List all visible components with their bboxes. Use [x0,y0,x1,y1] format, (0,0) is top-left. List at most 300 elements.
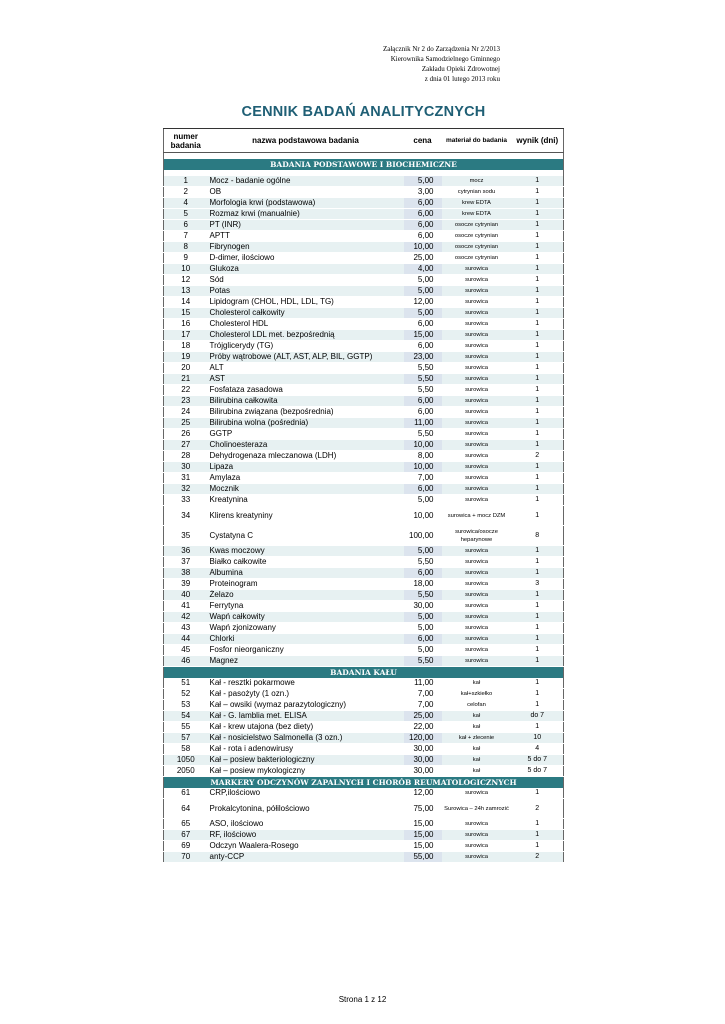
cell-name: Wapń zjonizowany [208,623,404,634]
cell-result: 1 [512,568,564,579]
table-row [164,579,564,590]
cell-name: Potas [208,286,404,297]
table-row [164,253,564,264]
cell-number: 61 [164,788,208,799]
cell-material: Surowica – 24h zamrozić [442,799,512,819]
cell-material: surowica [442,407,512,418]
table-row [164,557,564,568]
cell-material: surowica [442,634,512,645]
cell-result: 1 [512,418,564,429]
table-row [164,429,564,440]
cell-result: 1 [512,209,564,220]
table-row [164,484,564,495]
cell-number: 51 [164,678,208,689]
cell-number: 35 [164,526,208,546]
table-row [164,209,564,220]
cell-name: Kał - G. lamblia met. ELISA [208,711,404,722]
cell-result: 1 [512,645,564,656]
cell-number: 38 [164,568,208,579]
cell-number: 5 [164,209,208,220]
cell-result: 1 [512,601,564,612]
cell-result: 1 [512,231,564,242]
cell-price: 5,00 [404,308,442,319]
cell-result: 1 [512,308,564,319]
cell-name: Kał - pasożyty (1 ozn.) [208,689,404,700]
cell-name: ASO, ilościowo [208,819,404,830]
cell-price: 6,00 [404,568,442,579]
cell-name: Kał – posiew mykologiczny [208,766,404,777]
table-row [164,830,564,841]
table-row [164,451,564,462]
cell-material: osocze cytrynian [442,231,512,242]
cell-result: 1 [512,396,564,407]
cell-number: 25 [164,418,208,429]
cell-price: 6,00 [404,209,442,220]
cell-result: 1 [512,374,564,385]
table-row [164,341,564,352]
table-row [164,526,564,546]
cell-result: 1 [512,841,564,852]
cell-result: 5 do 7 [512,766,564,777]
cell-material: surowica [442,341,512,352]
table-row [164,799,564,819]
cell-price: 5,00 [404,176,442,187]
table-row [164,242,564,253]
cell-name: Mocznik [208,484,404,495]
cell-number: 1 [164,176,208,187]
column-header-name: nazwa podstawowa badania [208,129,404,153]
cell-number: 69 [164,841,208,852]
header-line: z dnia 01 lutego 2013 roku [424,75,500,83]
cell-material: surowica [442,788,512,799]
table-body [164,153,564,863]
cell-name: Kał - nosicielstwo Salmonella (3 ozn.) [208,733,404,744]
cell-price: 6,00 [404,484,442,495]
cell-material: celofan [442,700,512,711]
table-row [164,601,564,612]
cell-price: 10,00 [404,242,442,253]
cell-name: Fosfor nieorganiczny [208,645,404,656]
cell-number: 18 [164,341,208,352]
cell-result: 1 [512,363,564,374]
cell-price: 15,00 [404,830,442,841]
cell-result: 1 [512,656,564,667]
cell-material: surowica [442,297,512,308]
cell-price: 5,50 [404,557,442,568]
cell-number: 30 [164,462,208,473]
cell-number: 24 [164,407,208,418]
cell-name: Kał - resztki pokarmowe [208,678,404,689]
cell-material: surowica [442,495,512,506]
cell-price: 15,00 [404,841,442,852]
cell-number: 20 [164,363,208,374]
cell-result: 1 [512,297,564,308]
cell-result: 1 [512,557,564,568]
cell-name: Sód [208,275,404,286]
cell-price: 6,00 [404,319,442,330]
cell-price: 30,00 [404,744,442,755]
cell-name: RF, ilościowo [208,830,404,841]
cell-name: Chlorki [208,634,404,645]
cell-name: Morfologia krwi (podstawowa) [208,198,404,209]
cell-name: Ferrytyna [208,601,404,612]
cell-name: Lipaza [208,462,404,473]
cell-material: surowica + mocz DZM [442,506,512,526]
table-row [164,374,564,385]
cell-name: Cholesterol HDL [208,319,404,330]
cell-name: Bilirubina związana (bezpośrednia) [208,407,404,418]
cell-material: surowica [442,473,512,484]
cell-price: 5,50 [404,429,442,440]
cell-result: 1 [512,429,564,440]
table-row [164,689,564,700]
cell-material: surowica [442,264,512,275]
table-row [164,634,564,645]
page-footer: Strona 1 z 12 [338,995,387,1004]
cell-material: kał [442,766,512,777]
page-title: CENNIK BADAŃ ANALITYCZNYCH [241,104,486,120]
cell-name: Cholinoesteraza [208,440,404,451]
table-row [164,396,564,407]
cell-result: 1 [512,220,564,231]
table-row [164,841,564,852]
cell-name: Bilirubina całkowita [208,396,404,407]
cell-result: 1 [512,722,564,733]
cell-material: surowica [442,451,512,462]
table-row [164,275,564,286]
cell-result: 1 [512,407,564,418]
cell-result: 1 [512,634,564,645]
price-table [163,128,564,863]
table-row [164,462,564,473]
section-header-row [164,777,564,789]
cell-name: Klirens kreatyniny [208,506,404,526]
cell-material: surowica [442,374,512,385]
cell-material: kał [442,722,512,733]
column-header-result: wynik (dni) [512,129,564,153]
cell-name: Kał - rota i adenowirusy [208,744,404,755]
cell-material: surowica [442,319,512,330]
table-row [164,319,564,330]
table-row [164,418,564,429]
cell-price: 5,00 [404,275,442,286]
section-title: BADANIA PODSTAWOWE I BIOCHEMICZNE [164,159,564,170]
cell-material: surowica [442,852,512,863]
cell-name: Cholesterol całkowity [208,308,404,319]
cell-name: Albumina [208,568,404,579]
table-row [164,297,564,308]
table-row [164,187,564,198]
table-row [164,755,564,766]
cell-number: 12 [164,275,208,286]
cell-number: 57 [164,733,208,744]
cell-material: osocze cytrynian [442,253,512,264]
cell-material: surowica [442,601,512,612]
table-row [164,506,564,526]
cell-name: Magnez [208,656,404,667]
table-row [164,678,564,689]
cell-price: 18,00 [404,579,442,590]
cell-material: surowica [442,440,512,451]
cell-material: surowica [442,330,512,341]
column-header-material: materiał do badania [442,129,512,153]
table-row [164,308,564,319]
cell-result: 1 [512,187,564,198]
table-row [164,198,564,209]
cell-price: 10,00 [404,462,442,473]
cell-number: 36 [164,546,208,557]
cell-number: 33 [164,495,208,506]
cell-name: Dehydrogenaza mleczanowa (LDH) [208,451,404,462]
cell-material: osocze cytrynian [442,242,512,253]
cell-number: 53 [164,700,208,711]
cell-number: 6 [164,220,208,231]
table-row [164,645,564,656]
cell-material: krew EDTA [442,209,512,220]
cell-result: 1 [512,341,564,352]
cell-name: AST [208,374,404,385]
cell-price: 5,00 [404,623,442,634]
cell-number: 67 [164,830,208,841]
cell-result: 5 do 7 [512,755,564,766]
table-row [164,264,564,275]
cell-material: surowica [442,484,512,495]
cell-price: 5,00 [404,495,442,506]
cell-material: surowica [442,819,512,830]
cell-result: 4 [512,744,564,755]
cell-price: 15,00 [404,330,442,341]
cell-material: surowica [442,308,512,319]
cell-price: 10,00 [404,506,442,526]
column-header-price: cena [404,129,442,153]
cell-result: 1 [512,484,564,495]
cell-number: 37 [164,557,208,568]
cell-material: surowica [442,623,512,634]
cell-number: 13 [164,286,208,297]
cell-material: kał [442,678,512,689]
cell-price: 7,00 [404,473,442,484]
cell-number: 27 [164,440,208,451]
cell-name: Lipidogram (CHOL, HDL, LDL, TG) [208,297,404,308]
cell-number: 54 [164,711,208,722]
table-row [164,176,564,187]
cell-number: 21 [164,374,208,385]
cell-number: 14 [164,297,208,308]
cell-result: 1 [512,319,564,330]
cell-price: 11,00 [404,678,442,689]
cell-material: surowica [442,352,512,363]
cell-price: 5,50 [404,385,442,396]
cell-name: Cholesterol LDL met. bezpośrednią [208,330,404,341]
cell-price: 6,00 [404,407,442,418]
table-row [164,733,564,744]
table-row [164,656,564,667]
cell-price: 5,00 [404,645,442,656]
cell-name: Odczyn Waalera-Rosego [208,841,404,852]
cell-result: 1 [512,788,564,799]
cell-material: surowica [442,557,512,568]
column-header-number: numer badania [164,129,208,153]
cell-material: osocze cytrynian [442,220,512,231]
cell-material: surowica [442,429,512,440]
cell-material: surowica [442,645,512,656]
cell-price: 5,50 [404,374,442,385]
cell-number: 41 [164,601,208,612]
cell-material: kał+szkiełko [442,689,512,700]
cell-number: 2050 [164,766,208,777]
cell-material: surowica [442,275,512,286]
table-row [164,744,564,755]
cell-price: 3,00 [404,187,442,198]
table-row [164,546,564,557]
cell-result: 1 [512,689,564,700]
cell-material: mocz [442,176,512,187]
table-row [164,852,564,863]
cell-name: Cystatyna C [208,526,404,546]
cell-material: kał + zlecenie [442,733,512,744]
cell-price: 10,00 [404,440,442,451]
cell-result: 1 [512,440,564,451]
cell-price: 7,00 [404,700,442,711]
cell-price: 75,00 [404,799,442,819]
cell-price: 23,00 [404,352,442,363]
cell-number: 15 [164,308,208,319]
cell-material: surowica/osocze heparynowe [442,526,512,546]
table-row [164,788,564,799]
table-row [164,819,564,830]
cell-name: D-dimer, ilościowo [208,253,404,264]
cell-price: 6,00 [404,341,442,352]
cell-result: 2 [512,451,564,462]
cell-price: 120,00 [404,733,442,744]
cell-result: 1 [512,495,564,506]
cell-number: 31 [164,473,208,484]
table-row [164,612,564,623]
cell-price: 55,00 [404,852,442,863]
cell-material: surowica [442,286,512,297]
cell-name: Białko całkowite [208,557,404,568]
cell-result: 2 [512,799,564,819]
cell-result: 2 [512,852,564,863]
cell-result: 1 [512,198,564,209]
cell-number: 8 [164,242,208,253]
cell-result: 1 [512,612,564,623]
cell-number: 19 [164,352,208,363]
cell-name: GGTP [208,429,404,440]
cell-number: 46 [164,656,208,667]
cell-result: 1 [512,590,564,601]
cell-number: 45 [164,645,208,656]
cell-name: OB [208,187,404,198]
cell-price: 6,00 [404,634,442,645]
cell-result: 1 [512,506,564,526]
cell-name: APTT [208,231,404,242]
cell-result: 1 [512,352,564,363]
cell-result: 1 [512,819,564,830]
header-line: Zakładu Opieki Zdrowotnej [421,65,500,73]
cell-name: Fosfataza zasadowa [208,385,404,396]
cell-price: 100,00 [404,526,442,546]
cell-price: 8,00 [404,451,442,462]
table-row [164,385,564,396]
cell-price: 5,00 [404,612,442,623]
cell-name: Próby wątrobowe (ALT, AST, ALP, BIL, GGTP) [208,352,404,363]
table-row [164,590,564,601]
section-title: MARKERY ODCZYNÓW ZAPALNYCH I CHORÓB REUMATOLOGICZNYCH [164,777,564,789]
cell-number: 17 [164,330,208,341]
cell-result: 1 [512,242,564,253]
cell-material: surowica [442,841,512,852]
section-header-row [164,667,564,679]
cell-number: 2 [164,187,208,198]
cell-name: Glukoza [208,264,404,275]
cell-result: 1 [512,473,564,484]
cell-number: 23 [164,396,208,407]
cell-price: 30,00 [404,766,442,777]
cell-material: surowica [442,546,512,557]
cell-name: Kał - krew utajona (bez diety) [208,722,404,733]
cell-number: 65 [164,819,208,830]
cell-result: 1 [512,286,564,297]
cell-material: surowica [442,612,512,623]
cell-number: 64 [164,799,208,819]
cell-result: 1 [512,253,564,264]
cell-price: 5,50 [404,363,442,374]
cell-number: 34 [164,506,208,526]
cell-number: 16 [164,319,208,330]
cell-name: Kał – posiew bakteriologiczny [208,755,404,766]
cell-result: 1 [512,275,564,286]
cell-material: krew EDTA [442,198,512,209]
cell-result: 1 [512,678,564,689]
document-header-note [300,44,500,84]
cell-price: 25,00 [404,253,442,264]
cell-result: 1 [512,462,564,473]
cell-number: 39 [164,579,208,590]
cell-result: do 7 [512,711,564,722]
cell-price: 6,00 [404,220,442,231]
cell-number: 22 [164,385,208,396]
cell-name: ALT [208,363,404,374]
cell-name: Mocz - badanie ogólne [208,176,404,187]
cell-number: 52 [164,689,208,700]
cell-name: Proteinogram [208,579,404,590]
cell-price: 6,00 [404,396,442,407]
cell-name: Wapń całkowity [208,612,404,623]
table-row [164,700,564,711]
cell-price: 25,00 [404,711,442,722]
table-row [164,711,564,722]
cell-material: kał [442,744,512,755]
table-row [164,440,564,451]
cell-price: 22,00 [404,722,442,733]
cell-result: 3 [512,579,564,590]
cell-number: 10 [164,264,208,275]
cell-number: 9 [164,253,208,264]
cell-material: surowica [442,656,512,667]
cell-number: 40 [164,590,208,601]
cell-price: 5,00 [404,546,442,557]
cell-number: 26 [164,429,208,440]
cell-number: 28 [164,451,208,462]
cell-price: 11,00 [404,418,442,429]
cell-result: 1 [512,176,564,187]
table-row [164,231,564,242]
cell-material: surowica [442,363,512,374]
cell-price: 30,00 [404,601,442,612]
table-row [164,568,564,579]
table-row [164,363,564,374]
